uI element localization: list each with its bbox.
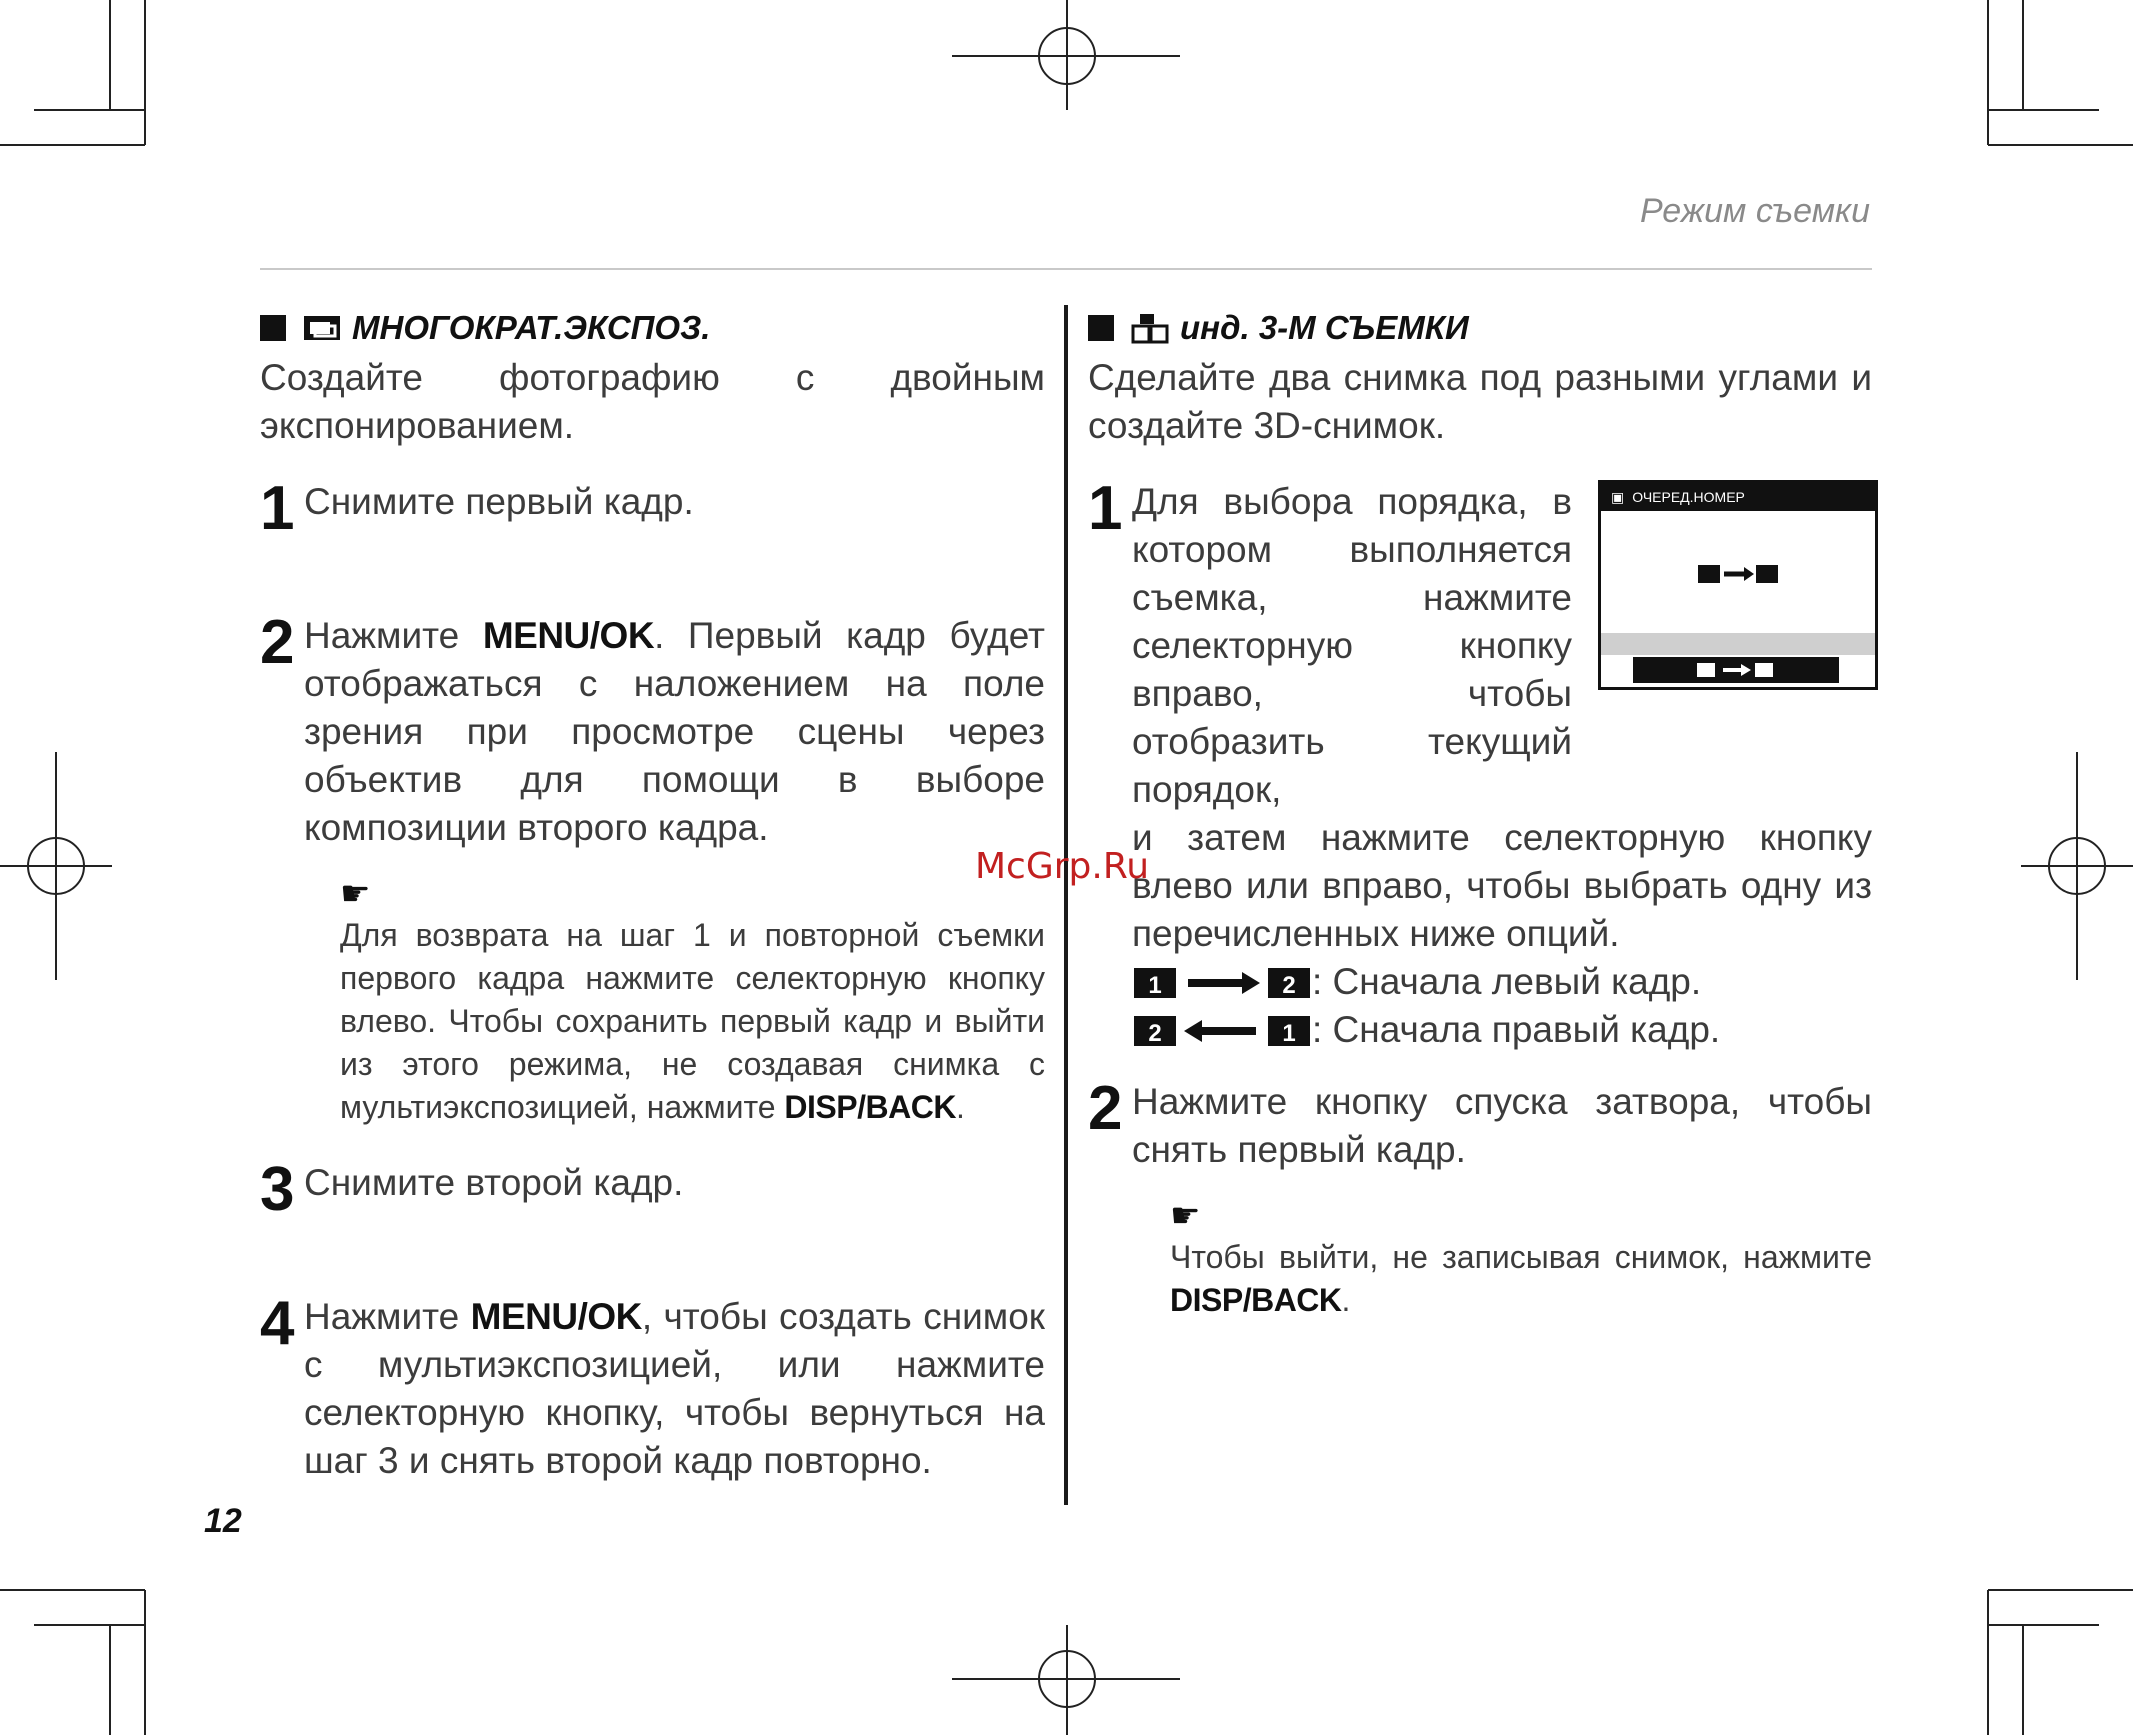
step-number: 1: [1088, 474, 1123, 543]
svg-text:2: 2: [1282, 972, 1296, 999]
disp-back-key: DISP/BACK: [1170, 1282, 1342, 1318]
note-block: [340, 874, 1045, 1129]
step-number: 1: [260, 474, 295, 543]
column-divider: [1064, 305, 1068, 1505]
svg-text:1: 1: [1148, 972, 1162, 999]
pointing-hand-icon: ☛: [340, 875, 371, 913]
step-text: Нажмите кнопку спуска затвора, чтобы снять первый кадр.: [1132, 1081, 1872, 1170]
step-number: 2: [260, 608, 295, 677]
step-text: Нажмите MENU/OK. Первый кадр будет отображаться с наложением на поле зрения при просмотре сцены через объектив для помощи в выборе композиции второго кадра.: [304, 615, 1045, 848]
selected-order-icon: [1693, 660, 1777, 680]
3d-mode-icon: ▣: [1611, 488, 1625, 505]
step-1: [260, 474, 1045, 543]
step-4: [260, 1289, 1045, 1485]
left-column: [260, 308, 1045, 1485]
right-first-order-icon: [1132, 1010, 1312, 1050]
multiple-exposure-icon: [302, 313, 342, 343]
bullet-square-icon: [1088, 315, 1114, 341]
section-intro: Сделайте два снимка под разными углами и создайте 3D-снимок.: [1088, 357, 1872, 446]
step-text-b: и затем нажмите селекторную кнопку влево или вправо, чтобы выбрать одну из перечисленных ниже опций.: [1132, 817, 1872, 954]
step-2: [260, 608, 1045, 852]
pointing-hand-icon: ☛: [1170, 1197, 1201, 1235]
svg-text:2: 2: [1148, 1020, 1162, 1047]
section-title: МНОГОКРАТ.ЭКСПОЗ.: [352, 309, 711, 346]
watermark: McGrp.Ru: [975, 846, 1150, 887]
note-text: Чтобы выйти, не записывая снимок, нажмите DISP/BACK.: [1170, 1239, 1872, 1318]
svg-text:1: 1: [1282, 1020, 1296, 1047]
note-block: [1170, 1196, 1872, 1322]
screen-title: ОЧЕРЕД.НОМЕР: [1632, 489, 1745, 505]
step-text-a: Для выбора порядка, в котором выполняется съемка, нажмите селекторную кнопку вправо, чтобы отобразить текущий порядок,: [1132, 481, 1572, 810]
section-title: инд. 3-М СЪЕМКИ: [1180, 309, 1469, 346]
3d-mode-icon: [1130, 312, 1170, 344]
step-2: [1088, 1074, 1872, 1174]
option-right-first: [1132, 1006, 1872, 1054]
option-label: : Сначала правый кадр.: [1312, 1009, 1721, 1050]
shooting-order-icon: [1696, 561, 1780, 587]
menu-ok-key: MENU/OK: [482, 615, 655, 656]
section-heading-multi-exposure: [260, 308, 1045, 348]
step-number: 4: [260, 1289, 295, 1358]
running-header: Режим съемки: [1639, 192, 1870, 230]
step-number: 3: [260, 1155, 295, 1224]
step-text: Снимите второй кадр.: [304, 1162, 684, 1203]
section-heading-3d: [1088, 308, 1872, 348]
disp-back-key: DISP/BACK: [784, 1089, 956, 1125]
header-rule: [260, 268, 1872, 270]
menu-ok-key: MENU/OK: [470, 1296, 642, 1337]
bullet-square-icon: [260, 315, 286, 341]
screen-selector-strip: [1601, 633, 1875, 655]
camera-screen-illustration: [1598, 480, 1878, 690]
page-number: 12: [204, 1502, 242, 1540]
step-text: Снимите первый кадр.: [304, 481, 694, 522]
step-number: 2: [1088, 1074, 1123, 1143]
screen-title-bar: [1601, 483, 1875, 511]
step-text: Нажмите MENU/OK, чтобы создать снимок с мультиэкспозицией, или нажмите селекторную кнопку, чтобы вернуться на шаг 3 и снять второй кадр повторно.: [304, 1296, 1045, 1481]
step-3: [260, 1155, 1045, 1224]
option-left-first: [1132, 958, 1872, 1006]
option-label: : Сначала левый кадр.: [1312, 961, 1702, 1002]
section-intro: Создайте фотографию с двойным экспонированием.: [260, 357, 1045, 446]
left-first-order-icon: [1132, 962, 1312, 1002]
screen-selected-option: [1633, 657, 1839, 683]
note-text: Для возврата на шаг 1 и повторной съемки первого кадра нажмите селекторную кнопку влево. Чтобы сохранить первый кадр и выйти из этого режима, не создавая снимка с мультиэкспозицией, нажмите DISP/BACK.: [340, 917, 1045, 1125]
right-column: [1088, 308, 1872, 1322]
